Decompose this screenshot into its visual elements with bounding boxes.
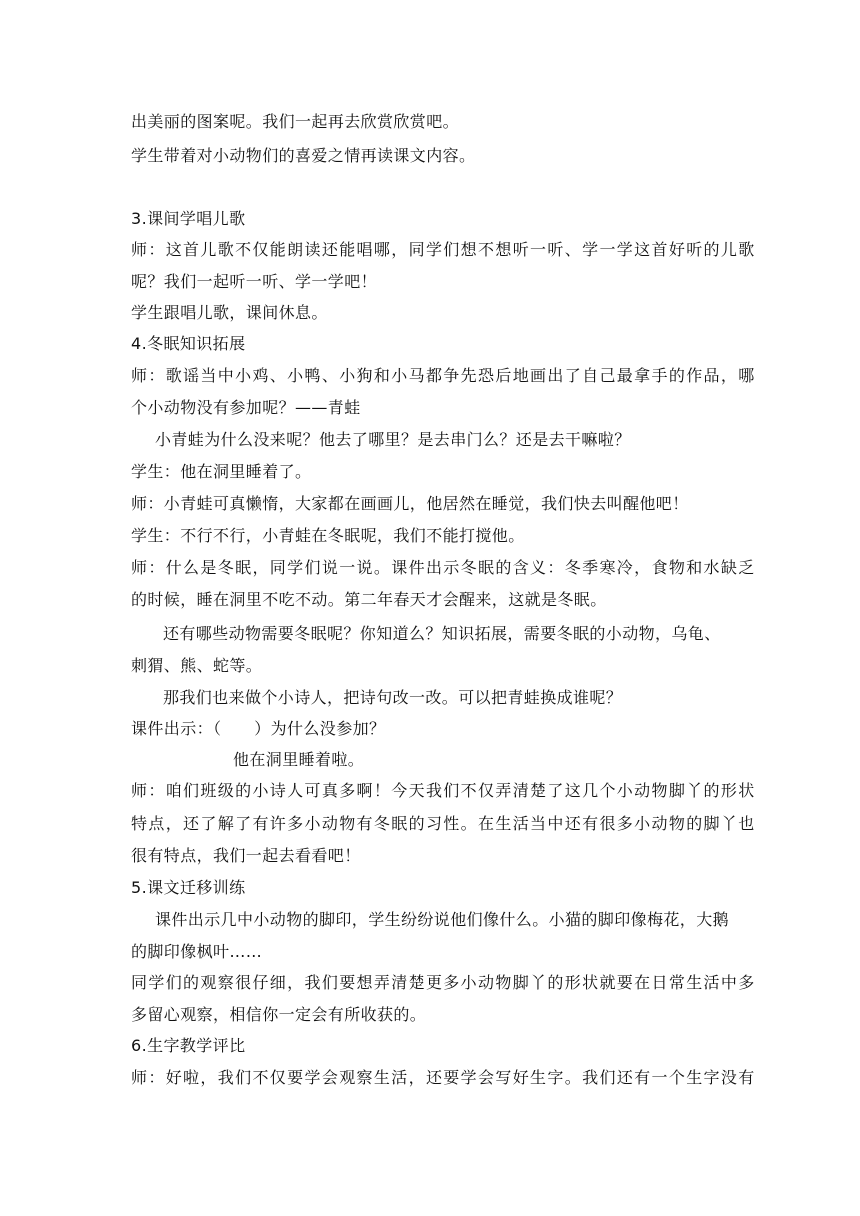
section-heading: 3.课间学唱儿歌 (131, 209, 246, 228)
text-line: 的时候，睡在洞里不吃不动。第二年春天才会醒来，这就是冬眠。 (131, 590, 607, 609)
text-line: 的脚印像枫叶…… (131, 942, 263, 961)
section-heading: 5.课文迁移训练 (131, 878, 246, 897)
text-line: 师：这首儿歌不仅能朗读还能唱哪，同学们想不想听一听、学一学这首好听的儿歌 (131, 240, 756, 259)
text-line: 师：小青蛙可真懒惰，大家都在画画儿，他居然在睡觉，我们快去叫醒他吧！ (131, 494, 689, 513)
text-line: 师：歌谣当中小鸡、小鸭、小狗和小马都争先恐后地画出了自己最拿手的作品，哪 (131, 366, 756, 385)
text-line: 很有特点，我们一起去看看吧！ (131, 846, 361, 865)
text-line: 个小动物没有参加呢？——青蛙 (131, 398, 361, 417)
text-line: 师：咱们班级的小诗人可真多啊！今天我们不仅弄清楚了这几个小动物脚丫的形状 (131, 781, 756, 800)
section-heading: 6.生字教学评比 (131, 1036, 246, 1055)
text-line: 那我们也来做个小诗人，把诗句改一改。可以把青蛙换成谁呢？ (163, 688, 623, 707)
text-line: 师：什么是冬眠，同学们说一说。课件出示冬眠的含义：冬季寒冷，食物和水缺乏 (131, 558, 756, 577)
text-line: 学生：不行不行，小青蛙在冬眠呢，我们不能打搅他。 (131, 526, 525, 545)
text-line: 学生跟唱儿歌，课间休息。 (131, 303, 328, 322)
text-line: 师：好啦，我们不仅要学会观察生活，还要学会写好生字。我们还有一个生字没有 (131, 1068, 756, 1087)
text-line: 还有哪些动物需要冬眠呢？你知道么？知识拓展，需要冬眠的小动物，乌龟、 (163, 624, 721, 643)
text-line: 他在洞里睡着啦。 (233, 750, 365, 769)
text-line: 课件出示几中小动物的脚印，学生纷纷说他们像什么。小猫的脚印像梅花，大鹅 (155, 910, 730, 929)
text-line: 学生：他在洞里睡着了。 (131, 462, 312, 481)
text-line: 课件出示：（ ）为什么没参加？ (131, 719, 386, 738)
text-line: 同学们的观察很仔细，我们要想弄清楚更多小动物脚丫的形状就要在日常生活中多 (131, 973, 756, 992)
text-line: 呢？我们一起听一听、学一学吧！ (131, 272, 378, 291)
text-line: 刺猬、熊、蛇等。 (131, 656, 263, 675)
text-line: 特点，还了解了有许多小动物有冬眠的习性。在生活当中还有很多小动物的脚丫也 (131, 814, 756, 833)
text-line: 学生带着对小动物们的喜爱之情再读课文内容。 (131, 146, 476, 165)
text-line: 小青蛙为什么没来呢？他去了哪里？是去串门么？还是去干嘛啦？ (155, 430, 631, 449)
text-line: 出美丽的图案呢。我们一起再去欣赏欣赏吧。 (131, 112, 460, 131)
section-heading: 4.冬眠知识拓展 (131, 334, 246, 353)
text-line: 多留心观察，相信你一定会有所收获的。 (131, 1005, 427, 1024)
